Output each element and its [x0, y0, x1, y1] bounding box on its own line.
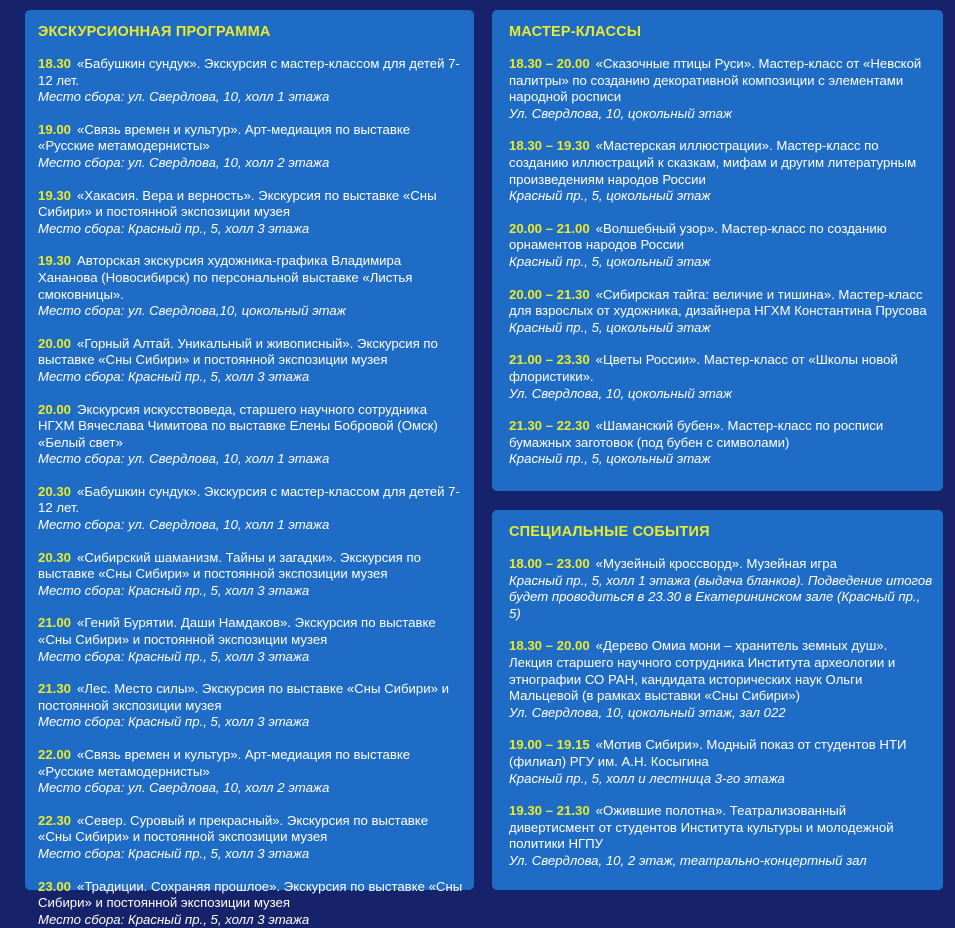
event-description: Авторская экскурсия художника-графика Владимира Хананова (Новосибирск) по персональной выставке «Листья смоковницы». [38, 253, 413, 302]
event-time: 21.00 – 23.30 [509, 352, 590, 368]
masterclasses-heading: МАСТЕР-КЛАССЫ [509, 24, 642, 40]
event-time: 20.30 [38, 549, 72, 565]
event-time: 19.00 [38, 121, 72, 137]
event-description: «Дерево Омиа мони – хранитель земных душ». Лекция старшего научного сотрудника Института археологии и этнографии СО РАН, кандидата исторических наук Ольги Мальцевой (в рамках выставки «Сны Сибири») [509, 638, 896, 704]
event-time: 19.00 – 19.15 [509, 737, 590, 753]
event-item [38, 188, 464, 238]
excursions-panel [25, 10, 474, 927]
event-location: Красный пр., 5, цокольный этаж [509, 253, 711, 269]
event-description: «Ожившие полотна». Театрализованный дивертисмент от студентов Института культуры и молодежной политики НГПУ [509, 803, 894, 852]
event-description: «Сказочные птицы Руси». Мастер-класс от «Невской палитры» по созданию декоративной композиции с элементами народной росписи [509, 56, 922, 105]
event-time: 18.00 – 23.00 [509, 556, 590, 571]
event-location: Красный пр., 5, холл и лестница 3-го этажа [509, 770, 785, 786]
event-description: Экскурсия искусствоведа, старшего научного сотрудника НГХМ Вячеслава Чимитова по выставке Елены Бобровой (Омск) «Белый свет» [38, 401, 438, 450]
event-description: «Музейный кроссворд». Музейная игра [595, 556, 837, 571]
event-description: «Бабушкин сундук». Экскурсия с мастер-классом для детей 7-12 лет. [38, 56, 460, 88]
event-time: 20.00 – 21.30 [509, 286, 590, 302]
event-location: Красный пр., 5, цокольный этаж [509, 451, 711, 467]
event-location: Место сбора: ул. Свердлова, 10, холл 1 этажа [38, 517, 330, 533]
event-time: 22.00 [38, 747, 72, 762]
event-item [509, 418, 933, 468]
event-time: 22.30 [38, 812, 72, 828]
event-item [38, 402, 464, 468]
event-description: «Сибирский шаманизм. Тайны и загадки». Экскурсия по выставке «Сны Сибири» и постоянной экспозиции музея [38, 549, 421, 582]
event-description: «Горный Алтай. Уникальный и живописный». Экскурсия по выставке «Сны Сибири» и постоянной экспозиции музея [38, 335, 438, 368]
event-location: Ул. Свердлова, 10, цокольный этаж [509, 105, 733, 121]
event-item [509, 138, 933, 204]
event-description: «Лес. Место силы». Экскурсия по выставке «Сны Сибири» и постоянной экспозиции музея [38, 681, 449, 713]
event-item [38, 253, 464, 319]
event-location: Ул. Свердлова, 10, цокольный этаж, зал 022 [509, 704, 786, 720]
event-item [38, 550, 464, 600]
event-time: 20.00 – 21.00 [509, 220, 590, 236]
event-location: Место сбора: ул. Свердлова, 10, холл 1 этажа [38, 89, 330, 105]
event-description: «Сибирская тайга: величие и тишина». Мастер-класс для взрослых от художника, дизайнера НГХМ Константина Прусова [509, 286, 927, 319]
event-description: «Мастерская иллюстрации». Мастер-класс по созданию иллюстраций к сказкам, мифам и другим литературным произведениям народов России [509, 138, 917, 187]
event-time: 19.30 – 21.30 [509, 803, 590, 819]
event-description: «Связь времен и культур». Арт-медиация по выставке «Русские метамодернисты» [38, 747, 411, 779]
event-time: 20.00 [38, 335, 72, 351]
event-description: «Мотив Сибири». Модный показ от студентов НТИ (филиал) РГУ им. А.Н. Косыгина [509, 737, 907, 769]
event-item [509, 287, 933, 337]
event-location: Место сбора: Красный пр., 5, холл 3 этажа [38, 220, 310, 236]
excursions-list [38, 56, 464, 928]
event-item [38, 56, 464, 106]
event-item [38, 122, 464, 172]
event-description: «Гений Бурятии. Даши Намдаков». Экскурсия по выставке «Сны Сибири» и постоянной экспозиции музея [38, 615, 436, 648]
special-events-heading: СПЕЦИАЛЬНЫЕ СОБЫТИЯ [509, 524, 710, 540]
event-time: 20.00 [38, 401, 72, 417]
event-time: 21.30 [38, 681, 72, 697]
event-item [509, 737, 933, 787]
event-location: Место сбора: Красный пр., 5, холл 3 этажа [38, 911, 310, 927]
event-time: 18.30 – 20.00 [509, 638, 590, 654]
event-time: 23.00 [38, 878, 72, 894]
event-location: Место сбора: ул. Свердлова, 10, холл 2 этажа [38, 780, 330, 796]
event-item [38, 813, 464, 863]
event-location: Место сбора: Красный пр., 5, холл 3 этажа [38, 845, 310, 861]
event-description: «Север. Суровый и прекрасный». Экскурсия по выставке «Сны Сибири» и постоянной экспозиции музея [38, 812, 429, 845]
event-item [509, 638, 933, 721]
event-location: Ул. Свердлова, 10, цокольный этаж [509, 385, 733, 401]
masterclasses-list [509, 56, 933, 468]
event-description: «Цветы России». Мастер-класс от «Школы новой флористики». [509, 352, 898, 384]
event-item [509, 56, 933, 122]
event-time: 18.30 – 19.30 [509, 138, 590, 154]
event-item [38, 747, 464, 797]
event-location: Место сбора: ул. Свердлова,10, цокольный этаж [38, 303, 346, 319]
event-description: «Бабушкин сундук». Экскурсия с мастер-классом для детей 7-12 лет. [38, 483, 460, 516]
event-location: Место сбора: Красный пр., 5, холл 3 этажа [38, 368, 310, 384]
event-location: Место сбора: Красный пр., 5, холл 3 этажа [38, 714, 310, 730]
event-time: 20.30 [38, 483, 72, 499]
event-location: Красный пр., 5, цокольный этаж [509, 319, 711, 335]
event-description: «Хакасия. Вера и верность». Экскурсия по выставке «Сны Сибири» и постоянной экспозиции музея [38, 187, 437, 220]
event-location: Место сбора: Красный пр., 5, холл 3 этажа [38, 648, 310, 664]
event-time: 19.30 [38, 253, 72, 269]
event-description: «Традиции. Сохраняя прошлое». Экскурсия по выставке «Сны Сибири» и постоянной экспозиции музея [38, 878, 463, 911]
event-location: Ул. Свердлова, 10, 2 этаж, театрально-концертный зал [509, 852, 867, 868]
event-description: «Шаманский бубен». Мастер-класс по росписи бумажных заготовок (под бубен с символами) [509, 418, 884, 450]
event-item [509, 803, 933, 869]
event-time: 21.00 [38, 615, 72, 631]
masterclasses-panel [492, 10, 943, 491]
event-location: Красный пр., 5, холл 1 этажа (выдача бланков). Подведение итогов будет проводиться в 23.30 в Екатерининском зале (Красный пр., 5) [509, 572, 933, 621]
event-time: 21.30 – 22.30 [509, 418, 590, 434]
event-time: 19.30 [38, 187, 72, 203]
event-location: Красный пр., 5, цокольный этаж [509, 188, 711, 204]
special-events-panel [492, 510, 943, 890]
event-item [38, 484, 464, 534]
event-description: «Волшебный узор». Мастер-класс по созданию орнаментов народов России [509, 220, 887, 253]
event-location: Место сбора: ул. Свердлова, 10, холл 1 этажа [38, 451, 330, 467]
event-location: Место сбора: Красный пр., 5, холл 3 этажа [38, 582, 310, 598]
event-item [509, 221, 933, 271]
event-item [38, 336, 464, 386]
event-item [38, 681, 464, 731]
event-time: 18.30 [38, 56, 72, 71]
event-description: «Связь времен и культур». Арт-медиация по выставке «Русские метамодернисты» [38, 121, 411, 154]
event-item [509, 352, 933, 402]
event-location: Место сбора: ул. Свердлова, 10, холл 2 этажа [38, 154, 330, 170]
excursions-heading: ЭКСКУРСИОННАЯ ПРОГРАММА [38, 24, 271, 40]
event-time: 18.30 – 20.00 [509, 56, 590, 71]
event-item [38, 615, 464, 665]
special-events-list [509, 556, 933, 870]
event-item [38, 879, 464, 928]
event-item [509, 556, 933, 622]
